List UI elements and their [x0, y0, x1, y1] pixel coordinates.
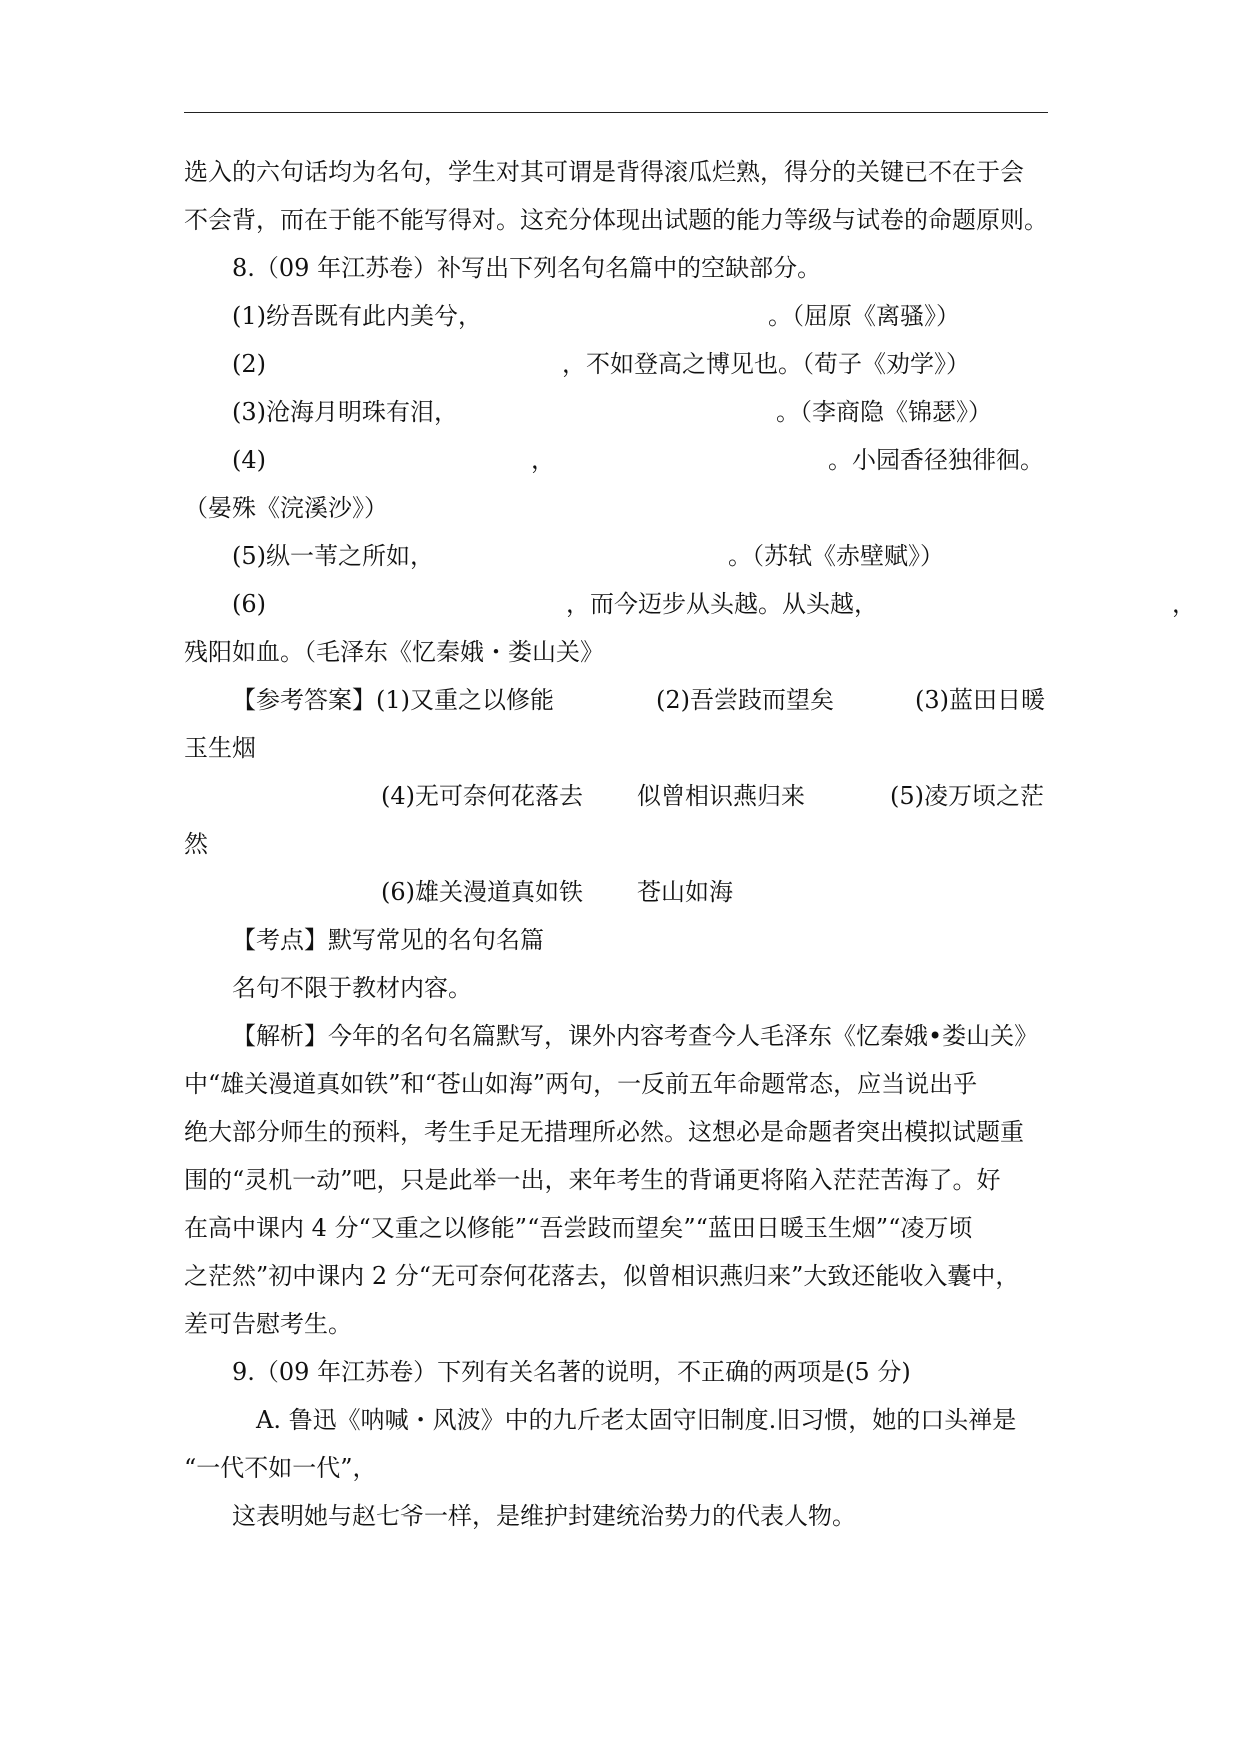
header-rule	[184, 112, 1048, 113]
q8-item1-start: (1)纷吾既有此内美兮，	[232, 302, 482, 330]
answer-6a: (6)雄关漫道真如铁	[381, 878, 583, 906]
q8-item3-end: 。（李商隐《锦瑟》）	[776, 398, 992, 426]
answer-4b: 似曾相识燕归来	[637, 782, 805, 810]
q9-title: 9.（09 年江苏卷）下列有关名著的说明，不正确的两项是(5 分)	[232, 1358, 911, 1386]
q8-item1-end: 。（屈原《离骚》）	[768, 302, 960, 330]
jiexi-line-5: 在高中课内 4 分“又重之以修能”“吾尝跂而望矣”“蓝田日暖玉生烟”“凌万顷	[184, 1214, 973, 1242]
q8-item4-source: （晏殊《浣溪沙》）	[184, 494, 388, 522]
q8-item4-comma: ，	[531, 446, 555, 474]
intro-line-2: 不会背，而在于能不能写得对。这充分体现出试题的能力等级与试卷的命题原则。	[184, 206, 1048, 234]
jiexi-label: 【解析】	[232, 1022, 328, 1050]
q8-item5-start: (5)纵一苇之所如，	[232, 542, 434, 570]
q8-item6-comma: ，	[1172, 590, 1196, 618]
q9-option-a-line-2: “一代不如一代”，	[184, 1454, 377, 1482]
kaodian-note: 名句不限于教材内容。	[232, 974, 472, 1002]
answer-5: (5)凌万顷之茫	[890, 782, 1044, 810]
q8-item5-end: 。（苏轼《赤壁赋》）	[728, 542, 944, 570]
q8-title: 8.（09 年江苏卷）补写出下列名句名篇中的空缺部分。	[232, 254, 822, 282]
q8-item6-start: (6)	[232, 590, 266, 618]
jiexi-line-7: 差可告慰考生。	[184, 1310, 352, 1338]
answer-5-cont: 然	[184, 830, 208, 858]
q8-item3-start: (3)沧海月明珠有泪，	[232, 398, 458, 426]
answer-label: 【参考答案】	[232, 686, 376, 714]
jiexi-line-4: 围的“灵机一动”吧，只是此举一出，来年考生的背诵更将陷入茫茫苦海了。好	[184, 1166, 1001, 1194]
answer-6b: 苍山如海	[637, 878, 733, 906]
answer-3-cont: 玉生烟	[184, 734, 256, 762]
jiexi-line-2: 中“雄关漫道真如铁”和“苍山如海”两句，一反前五年命题常态，应当说出乎	[184, 1070, 978, 1098]
q8-item6-mid: ，而今迈步从头越。从头越，	[566, 590, 878, 618]
q8-item4-start: (4)	[232, 446, 266, 474]
answer-2: (2)吾尝跂而望矣	[656, 686, 834, 714]
intro-line-1: 选入的六句话均为名句，学生对其可谓是背得滚瓜烂熟，得分的关键已不在于会	[184, 158, 1024, 186]
kaodian-text: 默写常见的名句名篇	[328, 926, 544, 954]
jiexi-line-6: 之茫然”初中课内 2 分“无可奈何花落去，似曾相识燕归来”大致还能收入囊中，	[184, 1262, 1020, 1290]
jiexi-line-1: 今年的名句名篇默写，课外内容考查今人毛泽东《忆秦娥•娄山关》	[328, 1022, 1039, 1050]
q9-option-a-line-1: A. 鲁迅《呐喊・风波》中的九斤老太固守旧制度.旧习惯，她的口头禅是	[256, 1406, 1017, 1434]
jiexi-line-3: 绝大部分师生的预料，考生手足无措理所必然。这想必是命题者突出模拟试题重	[184, 1118, 1024, 1146]
answer-3: (3)蓝田日暖	[915, 686, 1045, 714]
q8-item2-end: ，不如登高之博见也。（荀子《劝学》）	[562, 350, 970, 378]
q8-item4-end: 。小园香径独徘徊。	[828, 446, 1044, 474]
q8-item2-start: (2)	[232, 350, 266, 378]
answer-4a: (4)无可奈何花落去	[381, 782, 583, 810]
kaodian-label: 【考点】	[232, 926, 328, 954]
answer-1: (1)又重之以修能	[376, 686, 554, 714]
q8-item6-source: 残阳如血。（毛泽东《忆秦娥・娄山关》	[184, 638, 604, 666]
q9-option-a-line-3: 这表明她与赵七爷一样，是维护封建统治势力的代表人物。	[232, 1502, 856, 1530]
